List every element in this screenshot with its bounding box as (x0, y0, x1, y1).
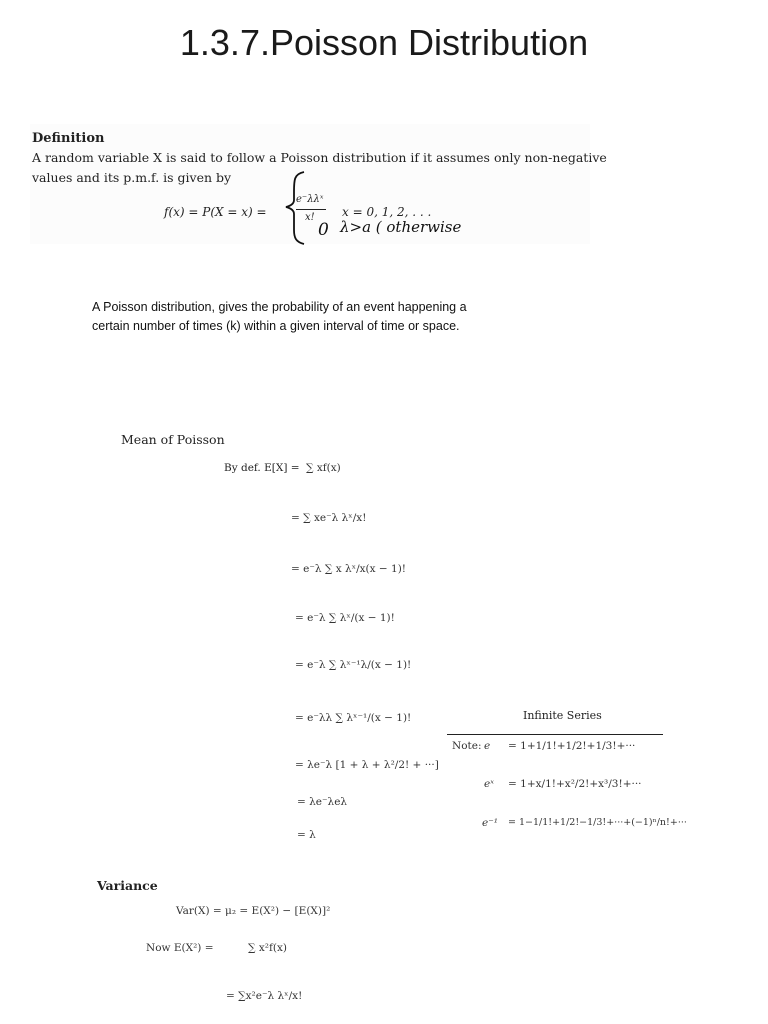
handwritten-note: λ>a ( otherwise (340, 218, 462, 236)
mean-step-4: = e⁻λ ∑ λˣ/(x − 1)! (295, 612, 395, 624)
definition-heading: Definition (32, 131, 105, 146)
mean-step-2: = ∑ xe⁻λ λˣ/x! (291, 512, 367, 524)
pmf-lhs: f(x) = P(X = x) = (164, 205, 267, 219)
variance-heading: Variance (97, 878, 158, 893)
mean-step-3: = e⁻λ ∑ x λˣ/x(x − 1)! (291, 563, 407, 575)
mean-step-5: = e⁻λ ∑ λˣ⁻¹λ/(x − 1)! (295, 659, 412, 671)
mean-step-7: = λe⁻λ [1 + λ + λ²/2! + ···] (295, 759, 439, 771)
brace-icon (284, 168, 308, 246)
series-ex-rhs: = 1+x/1!+x²/2!+x³/3!+··· (508, 778, 642, 790)
definition-line-2: values and its p.m.f. is given by (32, 170, 232, 185)
series-einv-lhs: e⁻¹ (482, 817, 498, 829)
series-e-rhs: = 1+1/1!+1/2!+1/3!+··· (508, 740, 636, 752)
series-ex-lhs: eˣ (484, 778, 494, 790)
mean-step-6: = e⁻λλ ∑ λˣ⁻¹/(x − 1)! (295, 712, 412, 724)
pmf-denominator: x! (305, 212, 315, 223)
pmf-numerator: e⁻λλˣ (296, 194, 324, 205)
variance-line-2-rhs: ∑ x²f(x) (248, 942, 287, 954)
mean-heading: Mean of Poisson (121, 432, 225, 447)
page-title: 1.3.7.Poisson Distribution (179, 22, 589, 63)
mean-step-8: = λe⁻λeλ (297, 796, 348, 808)
mean-step-1: ∑ xf(x) (306, 462, 341, 474)
mean-step-9: = λ (297, 829, 316, 841)
definition-line-1: A random variable X is said to follow a Poisson distribution if it assumes only non-negative (32, 150, 607, 165)
handwritten-zero: 0 (318, 220, 329, 240)
pmf-fraction-bar (296, 209, 326, 210)
series-e-lhs: e (484, 740, 491, 752)
infinite-series-rule (447, 734, 663, 735)
mean-by-def: By def. E[X] = (224, 462, 300, 474)
variance-line-2-lhs: Now E(X²) = (146, 942, 214, 954)
variance-line-1: Var(X) = μ₂ = E(X²) − [E(X)]² (176, 905, 331, 917)
series-einv-rhs: = 1−1/1!+1/2!−1/3!+···+(−1)ⁿ/n!+··· (508, 817, 687, 828)
description-paragraph: A Poisson distribution, gives the probability of an event happening a certain number of times (k) within a given interval of time or space. (92, 300, 467, 333)
pmf-cases: x = 0, 1, 2, . . . (342, 205, 432, 219)
infinite-series-title: Infinite Series (523, 709, 602, 722)
variance-line-3: = ∑x²e⁻λ λˣ/x! (226, 990, 303, 1002)
note-label: Note: (452, 740, 482, 752)
